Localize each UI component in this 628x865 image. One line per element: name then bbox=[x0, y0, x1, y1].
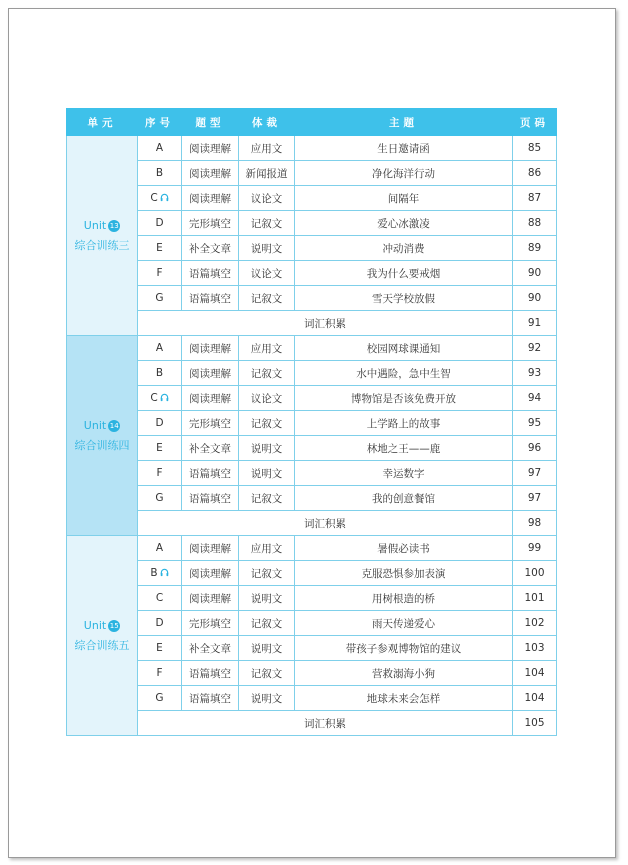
topic-cell: 博物馆是否该免费开放 bbox=[295, 386, 513, 411]
item-number: B bbox=[155, 367, 164, 379]
item-number-cell bbox=[138, 611, 182, 636]
item-number: C bbox=[155, 592, 164, 604]
table-row bbox=[67, 661, 557, 686]
header-topic: 主题 bbox=[295, 109, 513, 136]
topic-cell: 间隔年 bbox=[295, 186, 513, 211]
item-number: D bbox=[155, 417, 164, 429]
unit-cell bbox=[67, 136, 138, 336]
item-number-cell bbox=[138, 361, 182, 386]
genre-cell: 记叙文 bbox=[239, 286, 295, 311]
question-type-cell: 阅读理解 bbox=[182, 161, 239, 186]
item-number-cell bbox=[138, 136, 182, 161]
topic-cell: 用树根造的桥 bbox=[295, 586, 513, 611]
unit-name: 综合训练三 bbox=[74, 238, 130, 252]
vocab-page-cell: 105 bbox=[513, 711, 557, 736]
unit-title bbox=[67, 416, 137, 436]
question-type-cell: 补全文章 bbox=[182, 636, 239, 661]
genre-cell: 记叙文 bbox=[239, 486, 295, 511]
unit-number-badge: 13 bbox=[109, 221, 119, 230]
item-number: G bbox=[155, 292, 164, 304]
unit-title bbox=[67, 216, 137, 236]
unit-cell bbox=[67, 536, 138, 736]
item-number-cell bbox=[138, 286, 182, 311]
vocab-label-cell: 词汇积累 bbox=[138, 711, 513, 736]
item-number: C bbox=[150, 191, 158, 204]
genre-cell: 议论文 bbox=[239, 261, 295, 286]
table-row bbox=[67, 236, 557, 261]
page-number-cell: 99 bbox=[513, 536, 557, 561]
unit-name: 综合训练五 bbox=[74, 638, 130, 652]
genre-cell: 议论文 bbox=[239, 386, 295, 411]
genre-cell: 记叙文 bbox=[239, 661, 295, 686]
item-number-cell bbox=[138, 436, 182, 461]
genre-cell: 说明文 bbox=[239, 686, 295, 711]
item-number-cell bbox=[138, 261, 182, 286]
vocab-row bbox=[67, 311, 557, 336]
question-type-cell: 阅读理解 bbox=[182, 536, 239, 561]
table-row bbox=[67, 411, 557, 436]
page-number-cell: 95 bbox=[513, 411, 557, 436]
genre-cell: 记叙文 bbox=[239, 411, 295, 436]
topic-cell: 营救溺海小狗 bbox=[295, 661, 513, 686]
item-number-cell bbox=[138, 386, 182, 411]
question-type-cell: 完形填空 bbox=[182, 211, 239, 236]
unit-title bbox=[67, 616, 137, 636]
header-genre: 体裁 bbox=[239, 109, 295, 136]
topic-cell: 地球未来会怎样 bbox=[295, 686, 513, 711]
question-type-cell: 语篇填空 bbox=[182, 286, 239, 311]
question-type-cell: 阅读理解 bbox=[182, 186, 239, 211]
vocab-row bbox=[67, 711, 557, 736]
unit-label: Unit bbox=[83, 618, 107, 632]
page-number-cell: 87 bbox=[513, 186, 557, 211]
genre-cell: 应用文 bbox=[239, 536, 295, 561]
vocab-page-cell: 98 bbox=[513, 511, 557, 536]
page-number-cell: 103 bbox=[513, 636, 557, 661]
page-number-cell: 90 bbox=[513, 286, 557, 311]
topic-cell: 林地之王——鹿 bbox=[295, 436, 513, 461]
table-row bbox=[67, 461, 557, 486]
topic-cell: 水中遇险，急中生智 bbox=[295, 361, 513, 386]
item-number: D bbox=[155, 217, 164, 229]
page-number-cell: 97 bbox=[513, 486, 557, 511]
page-number-cell: 85 bbox=[513, 136, 557, 161]
item-number-cell bbox=[138, 536, 182, 561]
topic-cell: 雪天学校放假 bbox=[295, 286, 513, 311]
genre-cell: 记叙文 bbox=[239, 361, 295, 386]
page-number-cell: 94 bbox=[513, 386, 557, 411]
page-number-cell: 104 bbox=[513, 686, 557, 711]
topic-cell: 克服恐惧参加表演 bbox=[295, 561, 513, 586]
table-row bbox=[67, 486, 557, 511]
vocab-label-cell: 词汇积累 bbox=[138, 311, 513, 336]
unit-cell bbox=[67, 336, 138, 536]
item-number: E bbox=[156, 442, 163, 454]
question-type-cell: 阅读理解 bbox=[182, 336, 239, 361]
genre-cell: 应用文 bbox=[239, 136, 295, 161]
item-number-cell bbox=[138, 411, 182, 436]
table-body bbox=[67, 136, 557, 736]
table-row bbox=[67, 561, 557, 586]
item-number: A bbox=[155, 142, 164, 154]
header-unit: 单元 bbox=[67, 109, 138, 136]
unit-label: Unit bbox=[83, 218, 107, 232]
genre-cell: 记叙文 bbox=[239, 611, 295, 636]
page-number-cell: 102 bbox=[513, 611, 557, 636]
item-number: F bbox=[156, 467, 163, 479]
page-number-cell: 101 bbox=[513, 586, 557, 611]
item-number-cell bbox=[138, 236, 182, 261]
headphones-icon bbox=[160, 568, 169, 580]
page-number-cell: 89 bbox=[513, 236, 557, 261]
item-number-cell bbox=[138, 161, 182, 186]
genre-cell: 说明文 bbox=[239, 636, 295, 661]
question-type-cell: 语篇填空 bbox=[182, 486, 239, 511]
item-number: F bbox=[156, 267, 163, 279]
header-number: 序号 bbox=[138, 109, 182, 136]
item-number: F bbox=[156, 667, 163, 679]
table-row bbox=[67, 586, 557, 611]
question-type-cell: 补全文章 bbox=[182, 436, 239, 461]
item-number-cell bbox=[138, 486, 182, 511]
question-type-cell: 语篇填空 bbox=[182, 461, 239, 486]
page-number-cell: 93 bbox=[513, 361, 557, 386]
vocab-row bbox=[67, 511, 557, 536]
headphones-icon bbox=[160, 193, 169, 205]
page-number-cell: 97 bbox=[513, 461, 557, 486]
header-page: 页码 bbox=[513, 109, 557, 136]
unit-number-badge: 15 bbox=[109, 621, 119, 630]
table-row bbox=[67, 386, 557, 411]
page-number-cell: 88 bbox=[513, 211, 557, 236]
item-number-cell bbox=[138, 586, 182, 611]
topic-cell: 暑假必读书 bbox=[295, 536, 513, 561]
unit-label: Unit bbox=[83, 418, 107, 432]
question-type-cell: 阅读理解 bbox=[182, 586, 239, 611]
question-type-cell: 阅读理解 bbox=[182, 561, 239, 586]
item-number: G bbox=[155, 692, 164, 704]
vocab-label-cell: 词汇积累 bbox=[138, 511, 513, 536]
table-row bbox=[67, 636, 557, 661]
topic-cell: 生日邀请函 bbox=[295, 136, 513, 161]
item-number-cell bbox=[138, 186, 182, 211]
table-row bbox=[67, 261, 557, 286]
topic-cell: 我的创意餐馆 bbox=[295, 486, 513, 511]
unit-number-badge: 14 bbox=[109, 421, 119, 430]
item-number: B bbox=[155, 167, 164, 179]
table-row bbox=[67, 161, 557, 186]
question-type-cell: 语篇填空 bbox=[182, 261, 239, 286]
genre-cell: 新闻报道 bbox=[239, 161, 295, 186]
topic-cell: 雨天传递爱心 bbox=[295, 611, 513, 636]
question-type-cell: 补全文章 bbox=[182, 236, 239, 261]
item-number: A bbox=[155, 542, 164, 554]
table-row bbox=[67, 136, 557, 161]
item-number: E bbox=[156, 642, 163, 654]
table-row bbox=[67, 686, 557, 711]
question-type-cell: 阅读理解 bbox=[182, 136, 239, 161]
question-type-cell: 阅读理解 bbox=[182, 386, 239, 411]
item-number: E bbox=[156, 242, 163, 254]
item-number: D bbox=[155, 617, 164, 629]
question-type-cell: 语篇填空 bbox=[182, 661, 239, 686]
page-number-cell: 96 bbox=[513, 436, 557, 461]
item-number-cell bbox=[138, 561, 182, 586]
table-header-row bbox=[67, 109, 557, 136]
table-row bbox=[67, 211, 557, 236]
item-number-cell bbox=[138, 211, 182, 236]
topic-cell: 净化海洋行动 bbox=[295, 161, 513, 186]
vocab-page-cell: 91 bbox=[513, 311, 557, 336]
genre-cell: 说明文 bbox=[239, 461, 295, 486]
item-number-cell bbox=[138, 336, 182, 361]
headphones-icon bbox=[160, 393, 169, 405]
topic-cell: 上学路上的故事 bbox=[295, 411, 513, 436]
table-row bbox=[67, 436, 557, 461]
item-number-cell bbox=[138, 636, 182, 661]
genre-cell: 说明文 bbox=[239, 586, 295, 611]
page-number-cell: 92 bbox=[513, 336, 557, 361]
header-question-type: 题型 bbox=[182, 109, 239, 136]
item-number: C bbox=[150, 391, 158, 404]
item-number: A bbox=[155, 342, 164, 354]
topic-cell: 冲动消费 bbox=[295, 236, 513, 261]
genre-cell: 应用文 bbox=[239, 336, 295, 361]
page-number-cell: 90 bbox=[513, 261, 557, 286]
table-row bbox=[67, 336, 557, 361]
page-number-cell: 104 bbox=[513, 661, 557, 686]
genre-cell: 记叙文 bbox=[239, 211, 295, 236]
topic-cell: 爱心冰激凌 bbox=[295, 211, 513, 236]
question-type-cell: 语篇填空 bbox=[182, 686, 239, 711]
topic-cell: 校园网球课通知 bbox=[295, 336, 513, 361]
topic-cell: 带孩子参观博物馆的建议 bbox=[295, 636, 513, 661]
question-type-cell: 阅读理解 bbox=[182, 361, 239, 386]
item-number-cell bbox=[138, 661, 182, 686]
page-number-cell: 100 bbox=[513, 561, 557, 586]
item-number-cell bbox=[138, 461, 182, 486]
table-row bbox=[67, 536, 557, 561]
table-row bbox=[67, 611, 557, 636]
topic-cell: 幸运数字 bbox=[295, 461, 513, 486]
genre-cell: 记叙文 bbox=[239, 561, 295, 586]
topic-cell: 我为什么要戒烟 bbox=[295, 261, 513, 286]
table-row bbox=[67, 361, 557, 386]
question-type-cell: 完形填空 bbox=[182, 611, 239, 636]
table-of-contents bbox=[66, 108, 557, 736]
genre-cell: 说明文 bbox=[239, 436, 295, 461]
item-number: G bbox=[155, 492, 164, 504]
question-type-cell: 完形填空 bbox=[182, 411, 239, 436]
table-row bbox=[67, 186, 557, 211]
item-number-cell bbox=[138, 686, 182, 711]
page-number-cell: 86 bbox=[513, 161, 557, 186]
genre-cell: 说明文 bbox=[239, 236, 295, 261]
unit-name: 综合训练四 bbox=[74, 438, 130, 452]
genre-cell: 议论文 bbox=[239, 186, 295, 211]
table-row bbox=[67, 286, 557, 311]
item-number: B bbox=[150, 566, 158, 579]
